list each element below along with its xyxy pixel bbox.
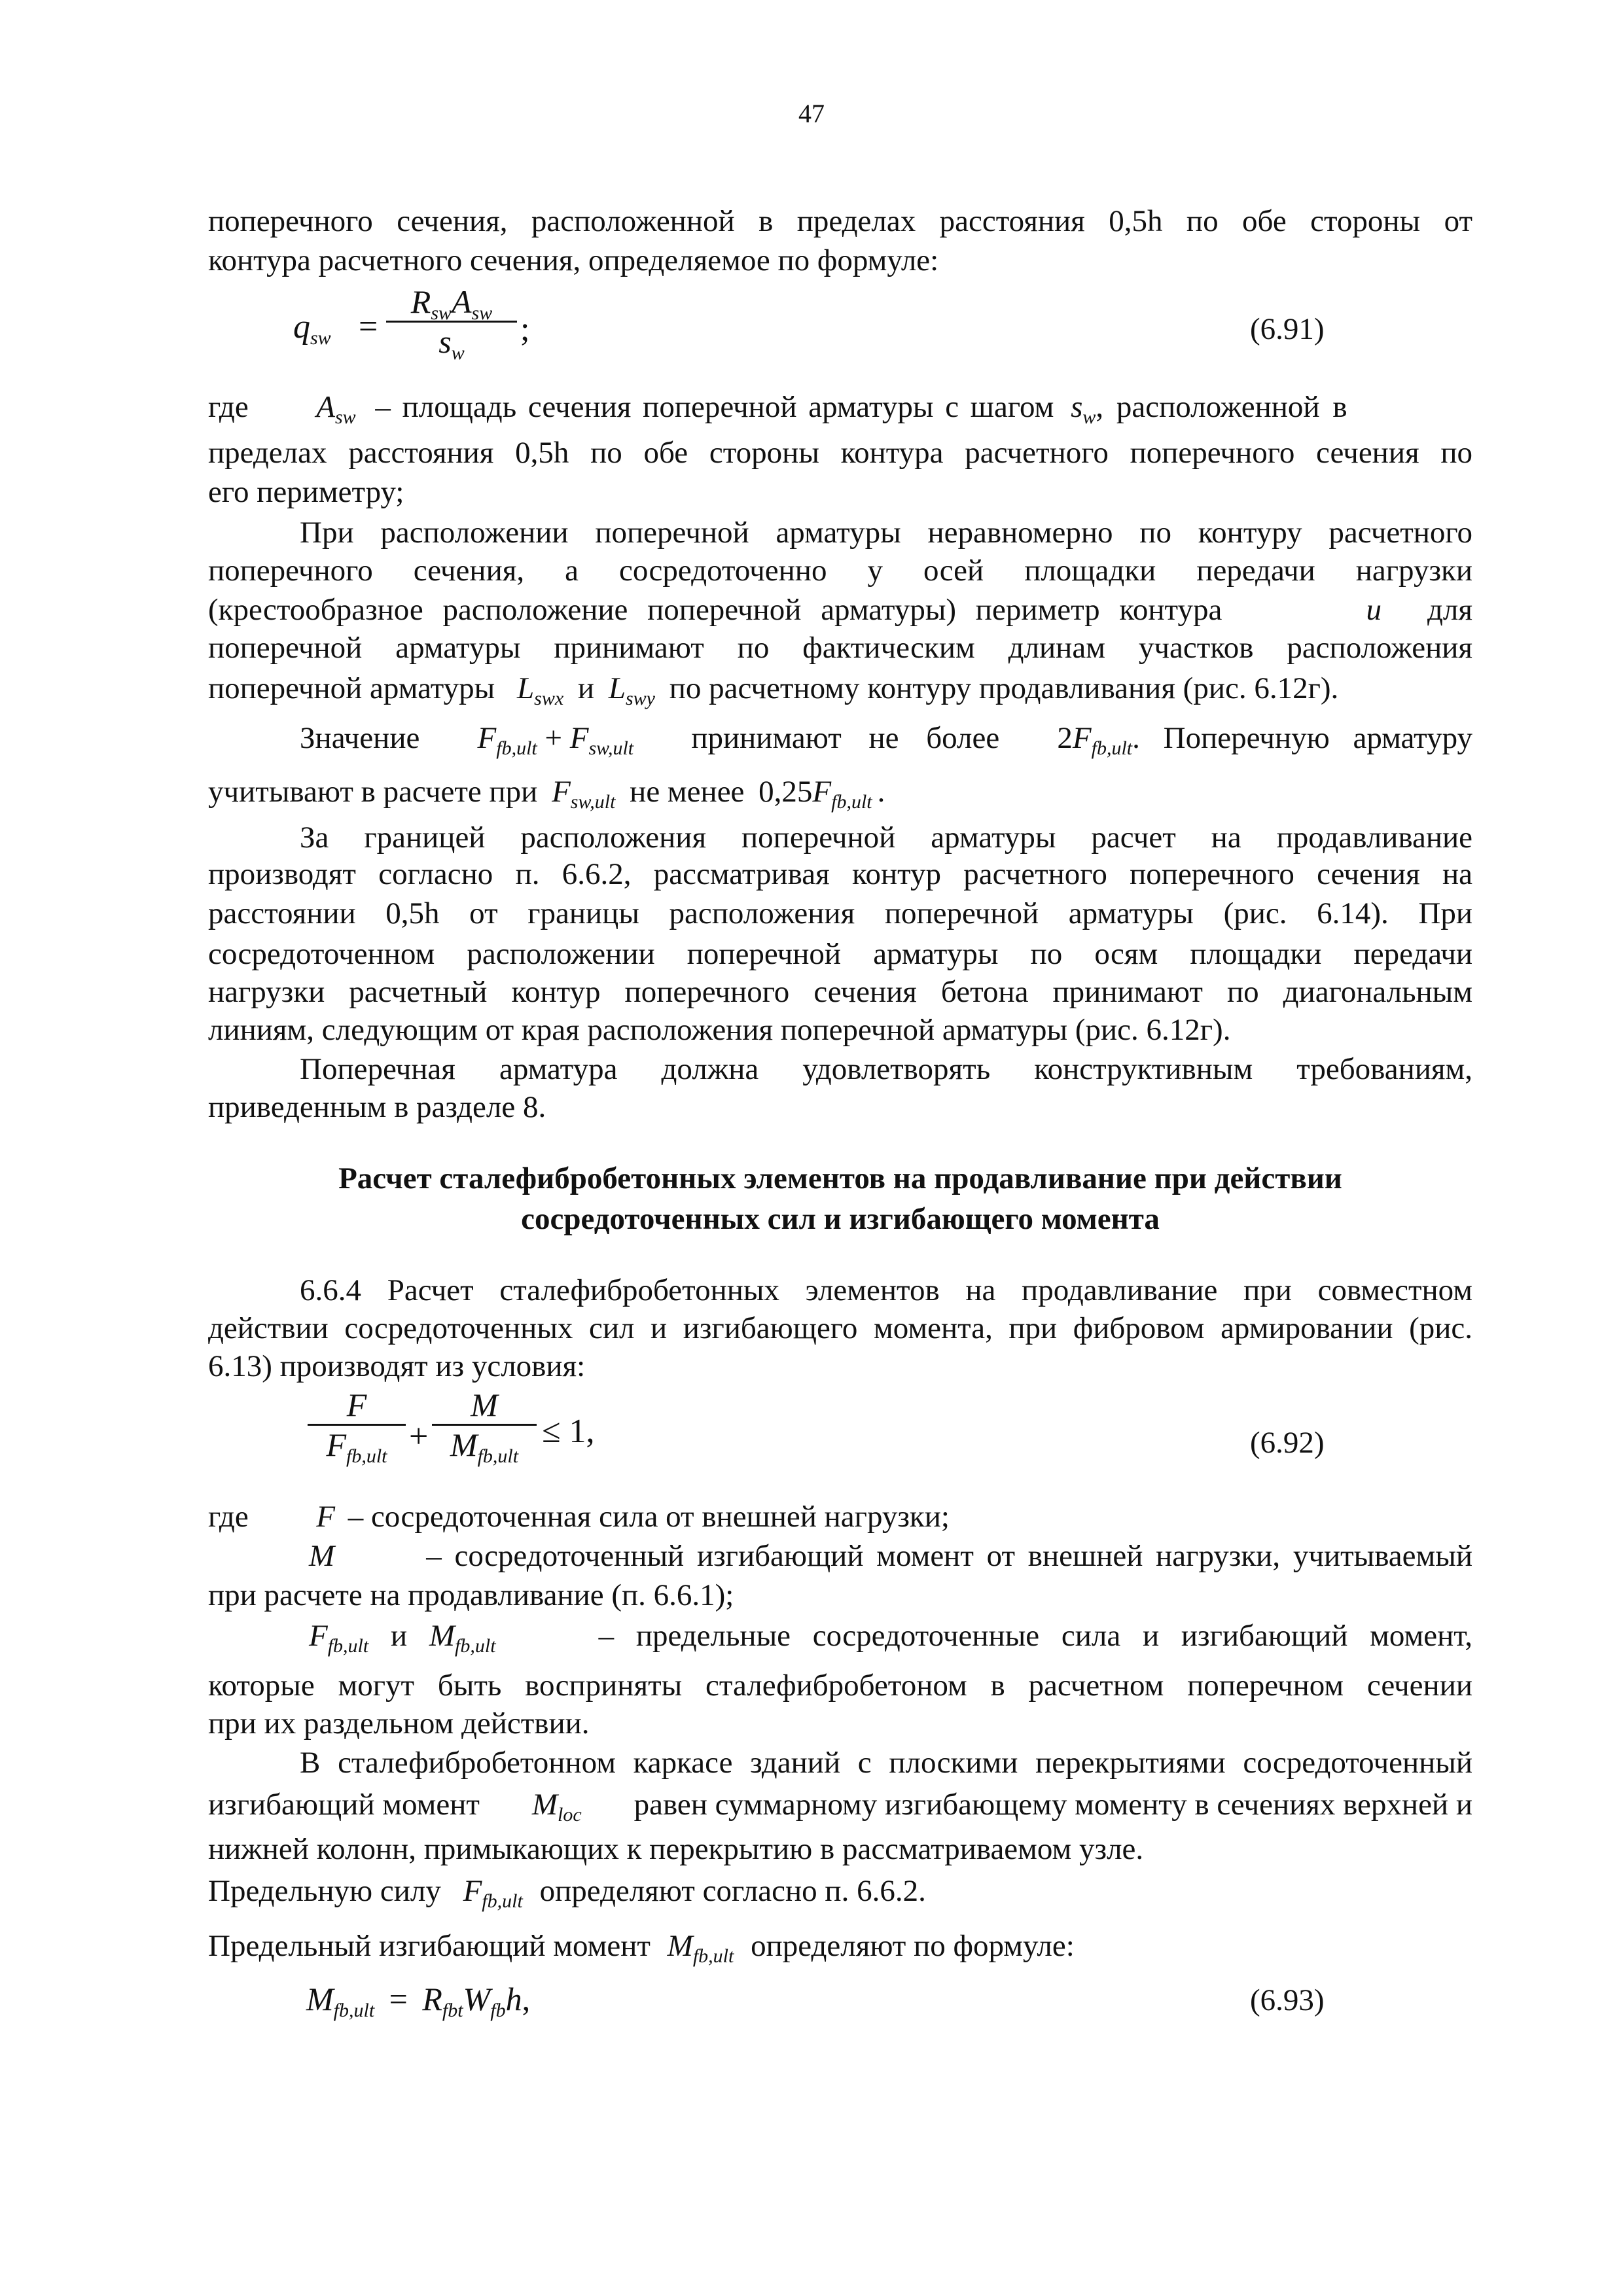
defs-692-limits: $F_{fb,ult}$ и $M_{fb,ult}$ – предельные сосредоточенные сила и изгибающий момент, xyxy=(309,1619,1472,1657)
eq692-force-fraction: F $F_{fb,ult}$ xyxy=(308,1386,406,1464)
eq692-number: (6.92) xyxy=(1250,1426,1325,1460)
eq693-number: (6.93) xyxy=(1250,1983,1325,2017)
defs-692-limits-line-3: при их раздельном действии. xyxy=(208,1706,590,1740)
limit-force-line: Предельную силу $F_{fb,ult}$ определяют согласно п. 6.6.2. xyxy=(208,1874,926,1912)
para-664-line-1: 6.6.4 Расчет сталефибробетонных элементов на продавливание при совместном xyxy=(300,1273,1472,1307)
defs-692-force: где F – сосредоточенная сила от внешней нагрузки; xyxy=(208,1500,950,1534)
irregular-line-1: При расположении поперечной арматуры неравномерно по контуру расчетного xyxy=(300,516,1472,550)
beyond-line-4: сосредоточенном расположении поперечной арматуры по осям площадки передачи xyxy=(208,937,1472,971)
eq692-moment-fraction: M $M_{fb,ult}$ xyxy=(432,1386,537,1464)
eq692-plus: + xyxy=(409,1418,429,1455)
page-number: 47 xyxy=(798,99,825,128)
asw-definition-line-1: где $A_{sw}$ – площадь сечения поперечной арматуры с шагом $s_w$, расположенной в xyxy=(208,390,1347,428)
eq691-fraction xyxy=(386,283,517,364)
intro-line-1: поперечного сечения, расположенной в пределах расстояния 0,5h по обе стороны от xyxy=(208,204,1472,238)
eq691-denominator: $s_w$ xyxy=(438,323,465,364)
beyond-line-2: производят согласно п. 6.6.2, рассматривая контур расчетного поперечного сечения на xyxy=(208,857,1472,891)
requirements-line-1: Поперечная арматура должна удовлетворять конструктивным требованиям, xyxy=(300,1052,1472,1086)
beyond-line-1: За границей расположения поперечной арматуры расчет на продавливание xyxy=(300,821,1472,855)
value-line-2: учитывают в расчете при $F_{sw,ult}$ не менее $0,25F_{fb,ult}$ . xyxy=(208,775,885,813)
irregular-line-2: поперечного сечения, а сосредоточенно у осей площадки передачи нагрузки xyxy=(208,554,1472,588)
eq691-lhs: $q_{sw}$ xyxy=(293,308,331,349)
beyond-line-6: линиям, следующим от края расположения поперечной арматуры (рис. 6.12г). xyxy=(208,1013,1231,1047)
eq693-expression: $M_{fb,ult} = R_{fbt}W_{fb}h$, xyxy=(306,1981,531,2021)
intro-line-2: контура расчетного сечения, определяемое по формуле: xyxy=(208,243,939,277)
defs-692-limits-line-2: которые могут быть восприняты сталефибробетоном в расчетном поперечном сечении xyxy=(208,1669,1472,1703)
para-664-line-3: 6.13) производят из условия: xyxy=(208,1349,586,1383)
eq692-relation: ≤ 1, xyxy=(542,1413,595,1450)
para-664-line-2: действии сосредоточенных сил и изгибающего момента, при фибровом армировании (рис. xyxy=(208,1311,1472,1345)
defs-692-moment-line-2: при расчете на продавливание (п. 6.6.1); xyxy=(208,1578,734,1612)
asw-definition-line-2: пределах расстояния 0,5h по обе стороны контура расчетного поперечного сечения по xyxy=(208,436,1472,470)
eq691-tail: ; xyxy=(520,311,530,348)
beyond-line-5: нагрузки расчетный контур поперечного сечения бетона принимают по диагональным xyxy=(208,975,1472,1009)
requirements-line-2: приведенным в разделе 8. xyxy=(208,1090,546,1124)
eq691-number: (6.91) xyxy=(1250,312,1325,346)
eq691-numerator: $R_{sw}A_{sw}$ xyxy=(410,283,493,324)
asw-definition-line-3: его периметру; xyxy=(208,475,404,509)
limit-moment-line: Предельный изгибающий момент $M_{fb,ult}$ определяют по формуле: xyxy=(208,1929,1075,1967)
irregular-line-5: поперечной арматуры $L_{swx}$ и $L_{swy}$ по расчетному контуру продавливания (рис. 6.12г). xyxy=(208,671,1339,709)
section-heading xyxy=(208,1158,1472,1239)
eq691-eq-sign: = xyxy=(359,308,378,345)
beyond-line-3: расстоянии 0,5h от границы расположения поперечной арматуры (рис. 6.14). При xyxy=(208,896,1472,930)
irregular-line-4: поперечной арматуры принимают по фактическим длинам участков расположения xyxy=(208,631,1472,665)
value-line-1: Значение $F_{fb,ult} + F_{sw,ult}$ принимают не более $2F_{fb,ult}$. Поперечную арматуру xyxy=(300,721,1472,759)
frame-line-2: изгибающий момент $M_{loc}$ равен суммарному изгибающему моменту в сечениях верхней и xyxy=(208,1788,1472,1826)
irregular-line-3: (крестообразное расположение поперечной арматуры) периметр контура u для xyxy=(208,593,1472,627)
frame-line-1: В сталефибробетонном каркасе зданий с плоскими перекрытиями сосредоточенный xyxy=(300,1746,1472,1780)
section-heading-line-2: сосредоточенных сил и изгибающего момента xyxy=(521,1202,1160,1236)
section-heading-line-1: Расчет сталефибробетонных элементов на продавливание при действии xyxy=(338,1161,1342,1195)
frame-line-3: нижней колонн, примыкающих к перекрытию в рассматриваемом узле. xyxy=(208,1832,1144,1866)
defs-692-moment: M – сосредоточенный изгибающий момент от внешней нагрузки, учитываемый xyxy=(309,1539,1472,1573)
